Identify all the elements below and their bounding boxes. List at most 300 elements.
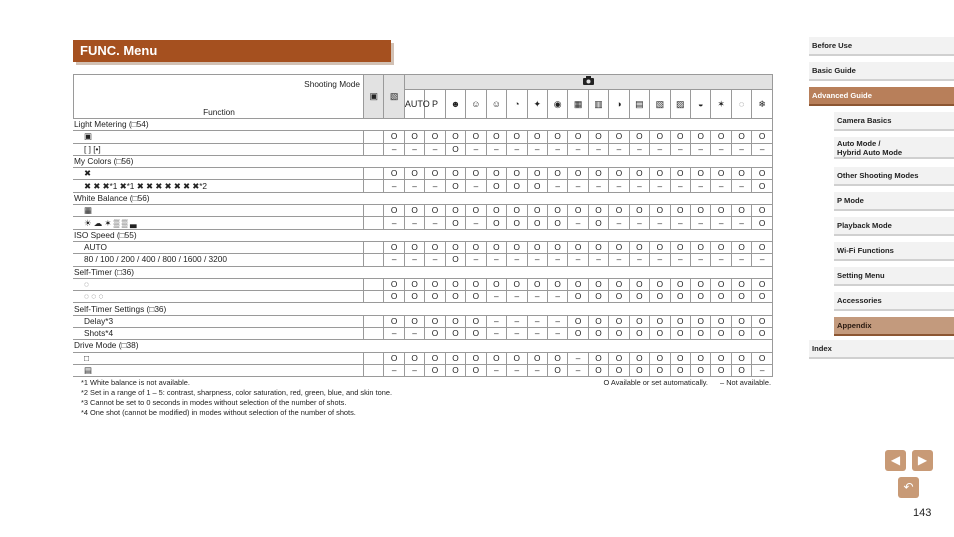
- availability-cell: O: [588, 217, 608, 229]
- availability-cell: O: [445, 241, 465, 253]
- mode-icon-miniature: ▦: [568, 90, 588, 119]
- availability-cell: –: [609, 180, 629, 192]
- availability-cell: –: [731, 254, 751, 266]
- nav-item-appendix[interactable]: [834, 317, 954, 336]
- table-row: [74, 254, 773, 266]
- footnote-1: *1 White balance is not available.: [81, 378, 190, 387]
- mode-icon-face-self-timer: ☺: [466, 90, 486, 119]
- availability-cell: –: [527, 364, 547, 376]
- category-row: [74, 266, 773, 278]
- availability-cell: O: [731, 241, 751, 253]
- option-name: □: [74, 352, 364, 364]
- table-row: [74, 352, 773, 364]
- table-row: [74, 168, 773, 180]
- availability-cell: –: [527, 143, 547, 155]
- availability-cell: –: [507, 291, 527, 303]
- nav-item-other-shooting-modes[interactable]: [834, 167, 954, 186]
- footnote-2: *2 Set in a range of 1 – 5: contrast, sharpness, color saturation, red, green, blue, and skin tone.: [81, 388, 393, 397]
- availability-cell: O: [425, 352, 445, 364]
- availability-cell: O: [404, 241, 424, 253]
- availability-cell: O: [445, 291, 465, 303]
- availability-cell: O: [650, 278, 670, 290]
- availability-cell: O: [547, 241, 567, 253]
- availability-cell: –: [629, 254, 649, 266]
- category-label: Self-Timer (□36): [74, 266, 773, 278]
- option-name: ▤: [74, 364, 364, 376]
- nav-item-label: Accessories: [837, 296, 882, 305]
- nav-item-auto-mode[interactable]: [834, 137, 954, 159]
- availability-cell: –: [384, 254, 404, 266]
- availability-cell: –: [588, 180, 608, 192]
- availability-cell: O: [384, 278, 404, 290]
- availability-cell: O: [486, 278, 506, 290]
- availability-cell: O: [650, 131, 670, 143]
- availability-cell: O: [752, 278, 773, 290]
- availability-cell: O: [752, 291, 773, 303]
- category-row: [74, 340, 773, 352]
- availability-cell: –: [547, 328, 567, 340]
- availability-cell: O: [384, 315, 404, 327]
- nav-item-label: Wi-Fi Functions: [837, 246, 894, 255]
- availability-cell: O: [466, 315, 486, 327]
- mode-icon-fisheye: ◉: [547, 90, 567, 119]
- availability-cell: O: [527, 352, 547, 364]
- availability-cell: O: [486, 217, 506, 229]
- nav-item-label: Other Shooting Modes: [837, 171, 919, 180]
- availability-cell: –: [507, 254, 527, 266]
- availability-cell: O: [670, 291, 690, 303]
- option-name: ✖ ✖ ✖*1 ✖*1 ✖ ✖ ✖ ✖ ✖ ✖ ✖*2: [74, 180, 364, 192]
- availability-cell: –: [527, 328, 547, 340]
- availability-cell: –: [486, 364, 506, 376]
- hybrid-cell: [364, 328, 384, 340]
- table-row: [74, 241, 773, 253]
- availability-cell: O: [609, 168, 629, 180]
- mode-icon-snow: ❄: [752, 90, 773, 119]
- table-row: [74, 315, 773, 327]
- footnote-3: *3 Cannot be set to 0 seconds in modes without selection of the number of shots.: [81, 398, 347, 407]
- availability-cell: O: [731, 364, 751, 376]
- availability-cell: O: [507, 241, 527, 253]
- availability-cell: O: [527, 168, 547, 180]
- availability-cell: O: [547, 217, 567, 229]
- table-row: [74, 217, 773, 229]
- shooting-mode-label: Shooting Mode: [304, 79, 360, 89]
- availability-cell: O: [404, 315, 424, 327]
- availability-cell: O: [384, 205, 404, 217]
- availability-cell: O: [629, 291, 649, 303]
- nav-item-index[interactable]: [809, 340, 954, 359]
- hybrid-cell: [364, 352, 384, 364]
- availability-cell: O: [691, 364, 711, 376]
- nav-item-label: P Mode: [837, 196, 864, 205]
- availability-cell: –: [629, 180, 649, 192]
- availability-cell: O: [486, 180, 506, 192]
- option-name: ✖: [74, 168, 364, 180]
- availability-cell: O: [670, 328, 690, 340]
- availability-cell: O: [445, 315, 465, 327]
- availability-cell: O: [752, 217, 773, 229]
- nav-item-label: Auto Mode /: [837, 139, 881, 148]
- availability-cell: O: [384, 131, 404, 143]
- mode-icon-AUTO: AUTO: [404, 90, 424, 119]
- availability-cell: –: [486, 315, 506, 327]
- category-label: Drive Mode (□38): [74, 340, 773, 352]
- availability-cell: O: [650, 352, 670, 364]
- availability-cell: O: [711, 278, 731, 290]
- availability-cell: –: [404, 364, 424, 376]
- availability-cell: O: [527, 180, 547, 192]
- availability-cell: –: [486, 254, 506, 266]
- nav-item-playback-mode[interactable]: [834, 217, 954, 236]
- legend-not-available: – Not available.: [720, 378, 771, 387]
- availability-cell: O: [670, 205, 690, 217]
- availability-cell: –: [547, 291, 567, 303]
- nav-item-setting-menu[interactable]: [834, 267, 954, 286]
- option-name: 80 / 100 / 200 / 400 / 800 / 1600 / 3200: [74, 254, 364, 266]
- availability-cell: O: [731, 328, 751, 340]
- mode-icon-monochrome: ◑: [609, 90, 629, 119]
- availability-cell: –: [711, 180, 731, 192]
- availability-cell: O: [650, 205, 670, 217]
- mode-icon-color-swap: ◒: [691, 90, 711, 119]
- availability-cell: O: [507, 180, 527, 192]
- nav-item-label: Appendix: [837, 321, 872, 330]
- availability-cell: O: [711, 131, 731, 143]
- availability-cell: O: [384, 291, 404, 303]
- func-menu-table: [73, 74, 773, 377]
- availability-cell: O: [466, 328, 486, 340]
- availability-cell: –: [404, 217, 424, 229]
- availability-cell: –: [711, 217, 731, 229]
- availability-cell: O: [588, 352, 608, 364]
- nav-item-before-use[interactable]: [809, 37, 954, 56]
- availability-cell: –: [527, 291, 547, 303]
- option-name: AUTO: [74, 241, 364, 253]
- arrow-right-icon: ▶: [917, 453, 928, 467]
- availability-cell: O: [609, 315, 629, 327]
- availability-cell: O: [445, 168, 465, 180]
- header-cell: [74, 75, 364, 119]
- option-name: ◌ ◌ ◌: [74, 291, 364, 303]
- availability-cell: O: [445, 254, 465, 266]
- availability-cell: O: [568, 328, 588, 340]
- availability-cell: O: [629, 328, 649, 340]
- availability-cell: O: [384, 168, 404, 180]
- mode-icon-long-shutter: ◌: [731, 90, 751, 119]
- nav-item-p-mode[interactable]: [834, 192, 954, 211]
- table-row: [74, 143, 773, 155]
- availability-cell: O: [650, 364, 670, 376]
- availability-cell: –: [568, 180, 588, 192]
- availability-cell: –: [568, 217, 588, 229]
- table-row: [74, 364, 773, 376]
- availability-cell: O: [731, 131, 751, 143]
- availability-cell: O: [384, 241, 404, 253]
- availability-cell: O: [629, 205, 649, 217]
- availability-cell: O: [752, 168, 773, 180]
- availability-cell: O: [609, 278, 629, 290]
- table-row: [74, 328, 773, 340]
- availability-cell: O: [731, 278, 751, 290]
- availability-cell: O: [445, 217, 465, 229]
- availability-cell: O: [731, 352, 751, 364]
- availability-cell: O: [629, 364, 649, 376]
- availability-cell: O: [445, 364, 465, 376]
- availability-cell: O: [547, 168, 567, 180]
- availability-cell: O: [466, 278, 486, 290]
- availability-cell: –: [507, 315, 527, 327]
- availability-cell: O: [609, 352, 629, 364]
- availability-cell: –: [588, 143, 608, 155]
- option-name: ☀ ☁ ✶ ▒ ▒ ▃: [74, 217, 364, 229]
- availability-cell: O: [752, 180, 773, 192]
- category-row: [74, 229, 773, 241]
- availability-cell: O: [445, 352, 465, 364]
- availability-cell: O: [752, 205, 773, 217]
- hybrid-cell: [364, 364, 384, 376]
- page-number: 143: [913, 507, 932, 519]
- hybrid-cell: [364, 315, 384, 327]
- hybrid-cell: [364, 143, 384, 155]
- availability-cell: –: [711, 143, 731, 155]
- availability-cell: O: [568, 205, 588, 217]
- category-label: Light Metering (□54): [74, 119, 773, 131]
- availability-cell: O: [752, 241, 773, 253]
- availability-cell: O: [609, 241, 629, 253]
- availability-cell: –: [466, 143, 486, 155]
- availability-cell: O: [466, 131, 486, 143]
- availability-cell: –: [507, 328, 527, 340]
- availability-cell: O: [731, 315, 751, 327]
- availability-cell: –: [691, 254, 711, 266]
- availability-cell: O: [466, 291, 486, 303]
- availability-cell: O: [691, 241, 711, 253]
- nav-item-label: Setting Menu: [837, 271, 885, 280]
- availability-cell: O: [711, 328, 731, 340]
- next-page-button[interactable]: [912, 450, 933, 471]
- availability-cell: –: [752, 364, 773, 376]
- mode-icon-hybrid: ▣: [364, 75, 384, 119]
- hybrid-cell: [364, 168, 384, 180]
- availability-cell: O: [629, 131, 649, 143]
- availability-cell: O: [445, 131, 465, 143]
- availability-cell: O: [466, 168, 486, 180]
- availability-cell: O: [629, 168, 649, 180]
- availability-cell: O: [568, 278, 588, 290]
- availability-cell: O: [527, 217, 547, 229]
- availability-cell: O: [425, 315, 445, 327]
- availability-cell: O: [425, 205, 445, 217]
- availability-cell: –: [650, 254, 670, 266]
- availability-cell: O: [691, 131, 711, 143]
- availability-cell: O: [711, 205, 731, 217]
- return-icon: ↶: [903, 480, 914, 494]
- availability-cell: O: [609, 131, 629, 143]
- availability-cell: O: [670, 364, 690, 376]
- availability-cell: O: [486, 352, 506, 364]
- category-row: [74, 192, 773, 204]
- availability-cell: –: [384, 143, 404, 155]
- availability-cell: O: [507, 131, 527, 143]
- availability-cell: O: [425, 291, 445, 303]
- availability-cell: –: [731, 217, 751, 229]
- prev-page-button[interactable]: [885, 450, 906, 471]
- availability-cell: O: [691, 168, 711, 180]
- availability-cell: O: [445, 278, 465, 290]
- availability-cell: O: [404, 205, 424, 217]
- category-row: [74, 155, 773, 167]
- availability-cell: O: [404, 278, 424, 290]
- availability-cell: O: [425, 241, 445, 253]
- availability-cell: O: [731, 205, 751, 217]
- availability-cell: O: [691, 278, 711, 290]
- availability-cell: –: [507, 364, 527, 376]
- footnote-4: *4 One shot (cannot be modified) in modes without selection of the number of shots.: [81, 408, 356, 417]
- availability-cell: –: [670, 180, 690, 192]
- table-row: [74, 180, 773, 192]
- availability-cell: –: [404, 254, 424, 266]
- availability-cell: O: [445, 180, 465, 192]
- availability-cell: –: [466, 180, 486, 192]
- availability-cell: O: [466, 352, 486, 364]
- availability-cell: O: [404, 168, 424, 180]
- availability-cell: –: [568, 143, 588, 155]
- availability-cell: O: [466, 364, 486, 376]
- availability-cell: O: [752, 315, 773, 327]
- mode-icon-toy-camera: ▥: [588, 90, 608, 119]
- availability-cell: O: [752, 131, 773, 143]
- nav-item-label: Index: [812, 344, 832, 353]
- availability-cell: O: [404, 131, 424, 143]
- table-row: [74, 205, 773, 217]
- category-label: ISO Speed (□55): [74, 229, 773, 241]
- availability-cell: O: [711, 315, 731, 327]
- nav-item-basic-guide[interactable]: [809, 62, 954, 81]
- nav-item-label: Before Use: [812, 41, 853, 50]
- availability-cell: O: [486, 168, 506, 180]
- table-row: [74, 278, 773, 290]
- category-label: Self-Timer Settings (□36): [74, 303, 773, 315]
- option-name: Delay*3: [74, 315, 364, 327]
- availability-cell: O: [629, 352, 649, 364]
- nav-item-advanced-guide[interactable]: [809, 87, 954, 106]
- availability-cell: O: [588, 205, 608, 217]
- nav-item-wi-fi-functions[interactable]: [834, 242, 954, 261]
- nav-item-label: Camera Basics: [837, 116, 892, 125]
- availability-cell: –: [670, 143, 690, 155]
- availability-cell: O: [527, 131, 547, 143]
- availability-cell: O: [568, 241, 588, 253]
- availability-cell: O: [507, 205, 527, 217]
- hybrid-cell: [364, 131, 384, 143]
- availability-cell: O: [507, 168, 527, 180]
- availability-cell: O: [425, 168, 445, 180]
- availability-cell: O: [588, 291, 608, 303]
- availability-cell: O: [547, 352, 567, 364]
- availability-cell: O: [547, 205, 567, 217]
- availability-cell: O: [404, 291, 424, 303]
- availability-cell: O: [629, 241, 649, 253]
- availability-cell: O: [670, 315, 690, 327]
- nav-item-accessories[interactable]: [834, 292, 954, 311]
- option-name: Shots*4: [74, 328, 364, 340]
- nav-item-camera-basics[interactable]: [834, 112, 954, 131]
- legend: [594, 378, 772, 387]
- hybrid-cell: [364, 241, 384, 253]
- option-name: ▦: [74, 205, 364, 217]
- availability-cell: O: [691, 205, 711, 217]
- availability-cell: –: [568, 364, 588, 376]
- hybrid-cell: [364, 217, 384, 229]
- availability-cell: –: [486, 143, 506, 155]
- mode-icon-P: P: [425, 90, 445, 119]
- availability-cell: O: [568, 168, 588, 180]
- availability-cell: –: [650, 217, 670, 229]
- availability-cell: O: [670, 131, 690, 143]
- availability-cell: –: [527, 254, 547, 266]
- availability-cell: –: [609, 217, 629, 229]
- back-button[interactable]: [898, 477, 919, 498]
- nav-item-label-2: Hybrid Auto Mode: [837, 148, 903, 157]
- mode-icon-creative: ▧: [384, 75, 404, 119]
- availability-cell: –: [404, 180, 424, 192]
- availability-cell: –: [691, 217, 711, 229]
- availability-cell: –: [629, 143, 649, 155]
- availability-cell: O: [527, 205, 547, 217]
- mode-icon-low-light: ✦: [527, 90, 547, 119]
- availability-cell: –: [752, 143, 773, 155]
- availability-cell: O: [691, 352, 711, 364]
- availability-cell: O: [731, 168, 751, 180]
- availability-cell: –: [466, 217, 486, 229]
- availability-cell: –: [384, 180, 404, 192]
- nav-item-label: Advanced Guide: [812, 91, 872, 100]
- category-row: [74, 303, 773, 315]
- mode-icon-super-vivid: ▤: [629, 90, 649, 119]
- availability-cell: O: [588, 131, 608, 143]
- availability-cell: O: [384, 352, 404, 364]
- availability-cell: O: [711, 364, 731, 376]
- availability-cell: O: [486, 131, 506, 143]
- availability-cell: O: [629, 278, 649, 290]
- availability-cell: –: [731, 143, 751, 155]
- availability-cell: O: [568, 315, 588, 327]
- camera-icon: [404, 75, 772, 90]
- availability-cell: O: [670, 352, 690, 364]
- category-row: [74, 119, 773, 131]
- availability-cell: –: [466, 254, 486, 266]
- table-row: [74, 291, 773, 303]
- availability-cell: –: [404, 143, 424, 155]
- option-name: ◌: [74, 278, 364, 290]
- availability-cell: –: [547, 180, 567, 192]
- availability-cell: O: [752, 328, 773, 340]
- function-label: Function: [203, 107, 235, 117]
- availability-cell: O: [609, 291, 629, 303]
- availability-cell: –: [629, 217, 649, 229]
- availability-cell: O: [404, 352, 424, 364]
- availability-cell: O: [650, 328, 670, 340]
- availability-cell: O: [711, 352, 731, 364]
- availability-cell: –: [547, 315, 567, 327]
- availability-cell: O: [425, 364, 445, 376]
- availability-cell: –: [384, 217, 404, 229]
- arrow-left-icon: ◀: [890, 453, 901, 467]
- availability-cell: O: [568, 291, 588, 303]
- availability-cell: O: [445, 143, 465, 155]
- availability-cell: –: [547, 143, 567, 155]
